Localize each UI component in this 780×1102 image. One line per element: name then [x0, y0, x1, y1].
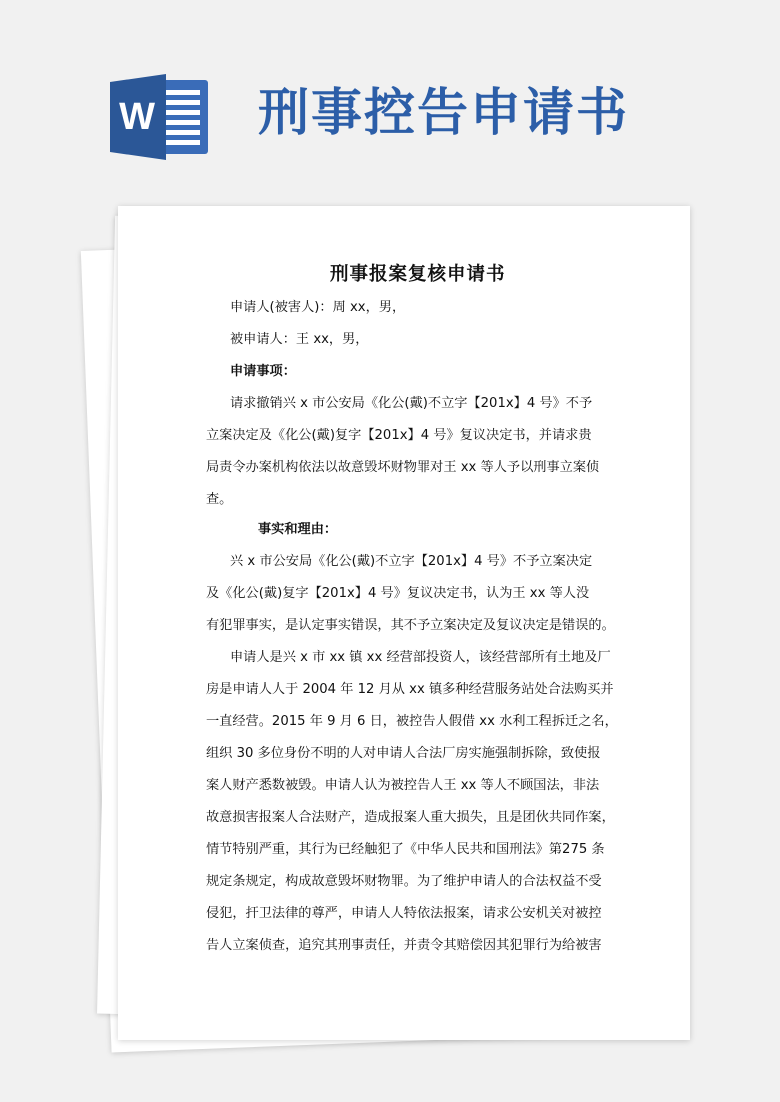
body-line: 房是申请人人于 2004 年 12 月从 xx 镇多种经营服务站处合法购买并 — [206, 682, 614, 697]
document-title: 刑事报案复核申请书 — [330, 264, 506, 285]
respondent-line: 被申请人：王 xx，男， — [230, 332, 369, 347]
body-line: 有犯罪事实，是认定事实错误，其不予立案决定及复议决定是错误的。 — [206, 618, 615, 633]
body-line: 查。 — [206, 492, 233, 507]
body-line: 申请人是兴 x 市 xx 镇 xx 经营部投资人，该经营部所有土地及厂 — [230, 650, 611, 665]
body-line: 一直经营。2015 年 9 月 6 日，被控告人假借 xx 水利工程拆迁之名， — [206, 714, 618, 729]
body-line: 请求撤销兴 x 市公安局《化公(戴)不立字【201x】4 号》不予 — [230, 396, 593, 411]
body-line: 侵犯，扞卫法律的尊严，申请人人特依法报案，请求公安机关对被控 — [206, 906, 602, 921]
body-line: 兴 x 市公安局《化公(戴)不立字【201x】4 号》不予立案决定 — [230, 554, 593, 569]
body-line: 情节特别严重，其行为已经触犯了《中华人民共和国刑法》第275 条 — [206, 842, 605, 857]
body-line: 规定条规定，构成故意毁坏财物罪。为了维护申请人的合法权益不受 — [206, 874, 602, 889]
applicant-line: 申请人(被害人)：周 xx，男， — [230, 300, 406, 315]
section-heading-request: 申请事项： — [230, 364, 296, 379]
body-line: 局责令办案机构依法以故意毁坏财物罪对王 xx 等人予以刑事立案侦 — [206, 460, 600, 475]
body-line: 案人财产悉数被毁。申请人认为被控告人王 xx 等人不顾国法，非法 — [206, 778, 600, 793]
section-heading-facts: 事实和理由： — [258, 522, 338, 537]
word-logo-letter: W — [119, 96, 155, 138]
body-line: 及《化公(戴)复字【201x】4 号》复议决定书，认为王 xx 等人没 — [206, 586, 590, 601]
body-line: 告人立案侦查，追究其刑事责任，并责令其赔偿因其犯罪行为给被害 — [206, 938, 602, 953]
banner-title: 刑事控告申请书 — [258, 83, 630, 143]
body-line: 故意损害报案人合法财产，造成报案人重大损失，且是团伙共同作案， — [206, 810, 615, 825]
body-line: 立案决定及《化公(戴)复字【201x】4 号》复议决定书，并请求贵 — [206, 428, 592, 443]
body-line: 组织 30 多位身份不明的人对申请人合法厂房实施强制拆除，致使报 — [206, 746, 601, 761]
